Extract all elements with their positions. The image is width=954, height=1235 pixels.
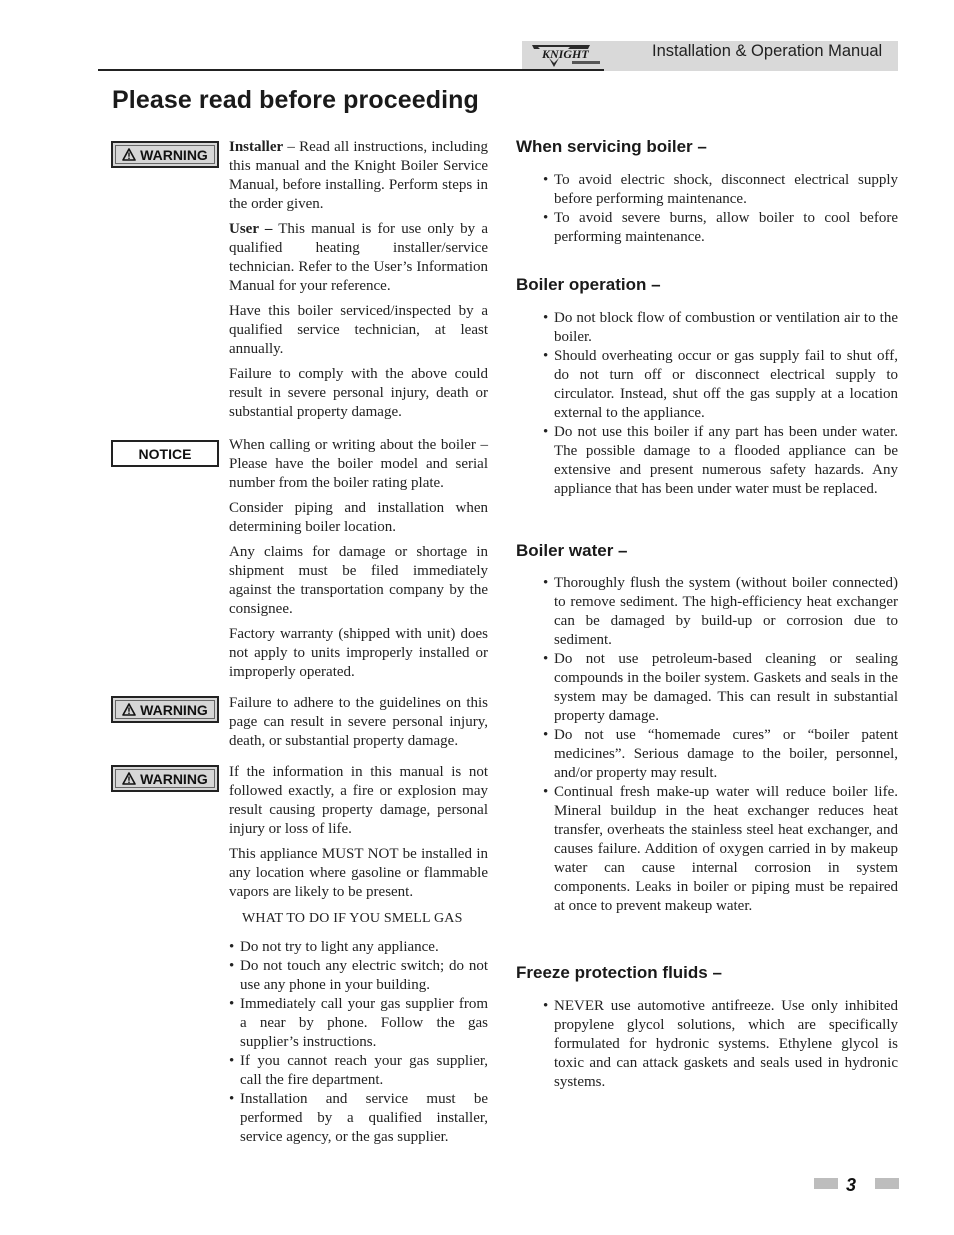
operation-list [543, 309, 898, 499]
warning-triangle-icon [122, 772, 136, 785]
notice-p1: When calling or writing about the boiler – Please have the boiler model and serial number from the boiler rating plate. [229, 437, 488, 491]
manual-title: Installation & Operation Manual [652, 42, 883, 60]
list-item: • Do not touch any electric switch; do not use any phone in your building. [229, 957, 488, 995]
list-item: • To avoid electric shock, disconnect electrical supply before performing maintenance. [543, 171, 898, 209]
page-number: 3 [846, 1175, 857, 1195]
list-item: • NEVER use automotive antifreeze. Use only inhibited propylene glycol solutions, which are specifically formulated for hydronic systems. Ethylene glycol is toxic and can attack gaskets and seals used in hydronic systems. [543, 997, 898, 1092]
warning-label [111, 696, 219, 723]
list-item: • Thoroughly flush the system (without boiler connected) to remove sediment. The high-efficiency heat exchanger can be damaged by build-up or corrosion due to sediment. [543, 574, 898, 650]
list-item: • Continual fresh make-up water will reduce boiler life. Mineral buildup in the heat exchanger reduces heat transfer, overheats the stainless steel heat exchanger, and causes failure. Addition of oxygen carried in by makeup water can cause internal corrosion in system components. Leaks in boiler or piping must be repaired at once to prevent makeup water. [543, 783, 898, 916]
warning-label [111, 141, 219, 168]
servicing-list [543, 171, 898, 247]
page-title: Please read before proceeding [112, 86, 479, 114]
water-heading: Boiler water – [516, 541, 628, 560]
user-lead: User – [229, 221, 273, 237]
list-item: • Do not block flow of combustion or ventilation air to the boiler. [543, 309, 898, 347]
installer-warning-text [229, 138, 488, 428]
list-item: • If you cannot reach your gas supplier, call the fire department. [229, 1052, 488, 1090]
list-item: • Do not try to light any appliance. [229, 938, 488, 957]
installer-lead: Installer [229, 139, 284, 155]
list-item: • Do not use this boiler if any part has been under water. The possible damage to a flooded appliance can be extensive and present numerous safety hazards. Any appliance that has been under water must be replaced. [543, 423, 898, 499]
warning-triangle-icon [122, 703, 136, 716]
smell-gas-list [229, 938, 488, 1147]
operation-heading: Boiler operation – [516, 275, 661, 294]
logo-text: KNIGHT [542, 47, 589, 61]
fire-warning-text [229, 763, 488, 908]
warning3-p2: This appliance MUST NOT be installed in any location where gasoline or flammable vapors are likely to be present. [229, 846, 488, 900]
footer-bar-left [814, 1178, 838, 1189]
list-item: • Immediately call your gas supplier from a near by phone. Follow the gas supplier’s instructions. [229, 995, 488, 1052]
water-list [543, 574, 898, 916]
list-item: • Do not use “homemade cures” or “boiler patent medicines”. Serious damage to the boiler, personnel, and/or property may result. [543, 726, 898, 783]
warning3-p1: If the information in this manual is not followed exactly, a fire or explosion may result causing property damage, personal injury or loss of life. [229, 764, 488, 837]
list-item: • Should overheating occur or gas supply fail to shut off, do not turn off or disconnect electrical supply to circulator. Instead, shut off the gas supply at a location external to the appliance. [543, 347, 898, 423]
warning2-p1: Failure to adhere to the guidelines on this page can result in severe personal injury, death, or substantial property damage. [229, 695, 488, 749]
installer-text: – Read all instructions, including this manual and the Knight Boiler Service Manual, before installing. Perform steps in the order given. [229, 139, 488, 212]
notice-label [111, 440, 219, 467]
smell-gas-title: WHAT TO DO IF YOU SMELL GAS [242, 911, 463, 926]
freeze-heading: Freeze protection fluids – [516, 963, 722, 982]
warning-label-text: WARNING [140, 701, 208, 718]
warning-label-text: WARNING [140, 770, 208, 787]
list-item: • Do not use petroleum-based cleaning or sealing compounds in the boiler system. Gaskets and seals in the system may be damaged. This can result in substantial property damage. [543, 650, 898, 726]
footer-bar-right [875, 1178, 899, 1189]
knight-logo [530, 43, 608, 69]
notice-p2: Consider piping and installation when determining boiler location. [229, 500, 488, 535]
user-text: This manual is for use only by a qualified heating installer/service technician. Refer to the User’s Information Manual for your reference. [229, 221, 488, 294]
freeze-list [543, 997, 898, 1092]
failure-to-comply-text: Failure to comply with the above could result in severe personal injury, death or substantial property damage. [229, 366, 488, 420]
servicing-heading: When servicing boiler – [516, 137, 707, 156]
list-item: • Installation and service must be performed by a qualified installer, service agency, or the gas supplier. [229, 1090, 488, 1147]
warning-label [111, 765, 219, 792]
notice-p4: Factory warranty (shipped with unit) does not apply to units improperly installed or improperly operated. [229, 626, 488, 680]
warning-label-text: WARNING [140, 146, 208, 163]
warning-triangle-icon [122, 148, 136, 161]
list-item: • To avoid severe burns, allow boiler to cool before performing maintenance. [543, 209, 898, 247]
header-rule [98, 69, 604, 71]
guidelines-warning-text [229, 694, 488, 757]
notice-text [229, 436, 488, 688]
service-annually-text: Have this boiler serviced/inspected by a qualified service technician, at least annually. [229, 303, 488, 357]
notice-p3: Any claims for damage or shortage in shipment must be filed immediately against the transportation company by the consignee. [229, 544, 488, 617]
notice-label-text: NOTICE [138, 445, 192, 462]
